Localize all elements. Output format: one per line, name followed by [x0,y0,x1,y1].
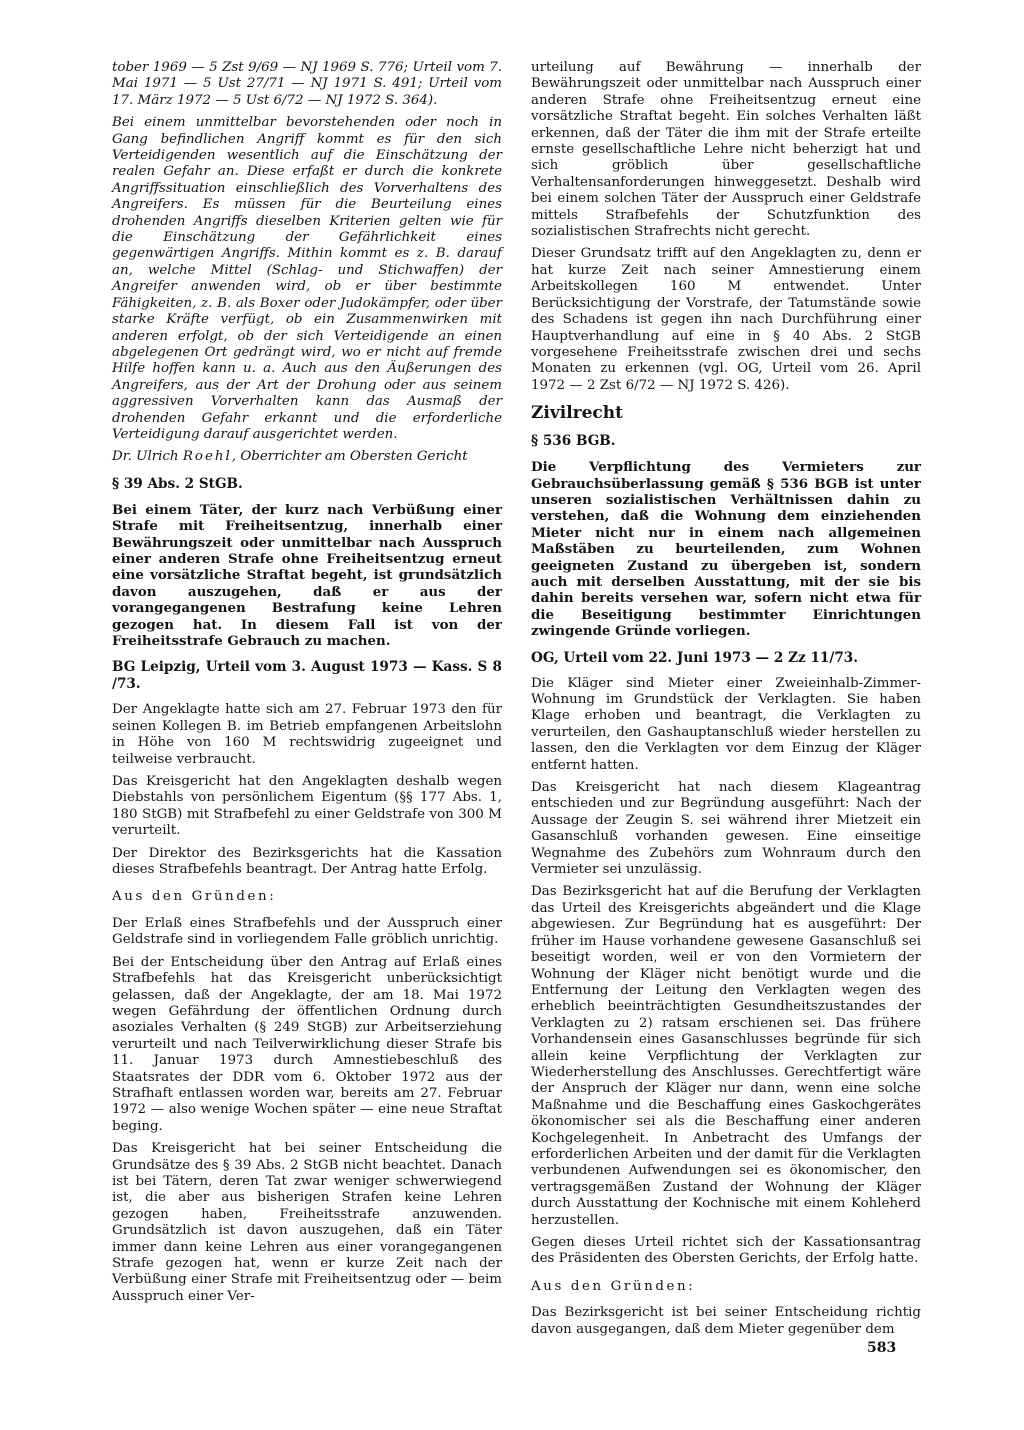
headnote: Die Verpflichtung des Vermieters zur Gebrauchsüberlassung gemäß § 536 BGB ist unter unseren sozialistischen Verhältnissen dahin zu verstehen, daß die Wohnung dem einziehenden Mieter nicht nur in einem nach allgemeinen Maßstäben zu beurteilenden, zum Wohnen geeigneten Zustand zu übergeben ist, sondern auch mit derselben Ausstattung, mit der sie bis dahin bereits versehen war, sofern nicht etwa für die Beseitigung bestimmter Einrichtungen zwingende Gründe vorliegen. [531,459,921,640]
body-paragraph: Gegen dieses Urteil richtet sich der Kassationsantrag des Präsidenten des Obersten Gerichts, der Erfolg hatte. [531,1235,921,1267]
reasons-heading: Aus den Gründen: [112,889,277,905]
decision-reference: OG, Urteil vom 22. Juni 1973 — 2 Zz 11/73. [531,649,858,666]
body-paragraph: Das Bezirksgericht ist bei seiner Entscheidung richtig davon ausgegangen, daß dem Mieter gegenüber dem [531,1305,921,1337]
decision-reference: BG Leipzig, Urteil vom 3. August 1973 — Kass. S 8 /73. [112,659,502,693]
body-paragraph: Der Direktor des Bezirksgerichts hat die Kassation dieses Strafbefehls beantragt. Der Antrag hatte Erfolg. [112,845,502,878]
citation-continuation: tober 1969 — 5 Zst 9/69 — NJ 1969 S. 776; Urteil vom 7. Mai 1971 — 5 Ust 27/71 — NJ 1971 S. 491; Urteil vom 17. März 1972 — 5 Ust 6/72 — NJ 1972 S. 364). [112,60,502,108]
annotation-author [112,449,502,465]
body-paragraph: Der Angeklagte hatte sich am 27. Februar 1973 den für seinen Kollegen B. im Betrieb empfangenen Arbeitslohn in Höhe von 160 M rechtswidrig zugeeignet und teilweise verbraucht. [112,702,502,767]
reasons-heading: Aus den Gründen: [531,1278,696,1294]
author-title: , Oberrichter am Obersten Gericht [231,449,468,465]
body-paragraph: Das Kreisgericht hat bei seiner Entscheidung die Grundsätze des § 39 Abs. 2 StGB nicht beachtet. Danach ist bei Tätern, deren Tat zwar weniger schwerwiegend ist, die aber aus bisherigen Strafen keine Lehren gezogen haben, Freiheitsstrafe anzuwenden. Grundsätzlich ist davon auszugehen, daß ein Täter immer dann keine Lehren aus einer vorangegangenen Strafe gezogen hat, wenn er kurze Zeit nach der Verbüßung einer Strafe mit Freiheitsentzug oder — beim Ausspruch einer Ver- [112,1141,502,1304]
body-paragraph: Das Kreisgericht hat den Angeklagten deshalb wegen Diebstahls von persönlichem Eigentum (§§ 177 Abs. 1, 180 StGB) mit Strafbefehl zu einer Geldstrafe von 300 M verurteilt. [112,774,502,839]
author-last: Roehl [182,449,232,465]
body-paragraph: Der Erlaß eines Strafbefehls und der Ausspruch einer Geldstrafe sind in vorliegendem Falle gröblich unrichtig. [112,915,502,948]
norm-heading: § 39 Abs. 2 StGB. [112,475,243,492]
body-paragraph: Die Kläger sind Mieter einer Zweieinhalb-Zimmer-Wohnung im Grundstück der Verklagten. Sie haben Klage erhoben und beantragt, die Verklagten zu verurteilen, den Gashauptanschluß wieder herstellen zu lassen, den die Verklagten vor dem Einzug der Kläger entfernt hatten. [531,675,921,773]
author-first: Dr. Ulrich [112,449,179,465]
right-column [531,60,921,1344]
headnote: Bei einem Täter, der kurz nach Verbüßung einer Strafe mit Freiheitsentzug, innerhalb einer Bewährungszeit oder unmittelbar nach Ausspruch einer anderen Strafe ohne Freiheitsentzug erneut eine vorsätzliche Straftat begeht, ist grundsätzlich davon auszugehen, daß er aus der vorangegangenen Bestrafung keine Lehren gezogen hat. In diesem Fall ist von der Freiheitsstrafe Gebrauch zu machen. [112,501,502,649]
left-column [112,60,502,1311]
page-number: 583 [867,1340,897,1356]
body-paragraph: Das Kreisgericht hat nach diesem Klageantrag entschieden und zur Begründung ausgeführt: Nach der Aussage der Zeugin S. sei während ihrer Mietzeit ein Gasanschluß vorhanden gewesen. Eine einseitige Wegnahme des Zubehörs zum Wohnraum durch den Vermieter sei unzulässig. [531,780,921,878]
section-title: Zivilrecht [531,403,623,424]
body-paragraph: urteilung auf Bewährung — innerhalb der Bewährungszeit oder unmittelbar nach Ausspruch einer anderen Strafe ohne Freiheitsentzug erneut eine vorsätzliche Straftat begeht. Ein solches Verhalten läßt erkennen, daß der Täter die ihm mit der Strafe erteilte ernste gesellschaftliche Lehre nicht beherzigt hat und sich gröblich über gesellschaftliche Verhaltensanforderungen hinweggesetzt. Deshalb wird bei einem solchen Täter der Ausspruch einer Geldstrafe mittels Strafbefehls der Schutzfunktion des sozialistischen Strafrechts nicht gerecht. [531,60,921,240]
norm-heading: § 536 BGB. [531,433,616,450]
body-paragraph: Bei der Entscheidung über den Antrag auf Erlaß eines Strafbefehls hat das Kreisgericht unberücksichtigt gelassen, daß der Angeklagte, der am 18. Mai 1972 wegen Gefährdung der öffentlichen Ordnung durch asoziales Verhalten (§ 249 StGB) zur Arbeitserziehung verurteilt und nach Teilverwirklichung dieser Strafe bis 11. Januar 1973 durch Amnestiebeschluß des Staatsrates der DDR vom 6. Oktober 1972 aus der Strafhaft entlassen worden war, bereits am 27. Februar 1972 — also wenige Wochen später — eine neue Straftat beging. [112,954,502,1134]
body-paragraph: Das Bezirksgericht hat auf die Berufung der Verklagten das Urteil des Kreisgerichts abgeändert und die Klage abgewiesen. Zur Begründung hat es ausgeführt: Der früher im Hause vorhandene gewesene Gasanschluß sei beseitigt worden, weil er von den Vormietern der Wohnung der Kläger nicht benötigt wurde und die Entfernung der Leitung den Verklagten wegen des erheblich beeinträchtigten Gesundheitszustandes der Verklagten zu 2) ratsam erschienen sei. Das frühere Vorhandensein eines Gasanschlusses begründe für sich allein keine Verpflichtung der Verklagten zur Wiederherstellung des Anschlusses. Gerechtfertigt wäre der Anspruch der Kläger nur dann, wenn eine solche Maßnahme und die Beschaffung eines Gaskochgerätes ökonomischer sei als die Beschaffung einer anderen Kochgelegenheit. In Anbetracht des Umfangs der erforderlichen Arbeiten und der damit für die Verklagten verbundenen Aufwendungen sei es ökonomischer, den vertragsgemäßen Zustand der Wohnung der Kläger durch Ausstattung der Kochnische mit einem Kohleherd herzustellen. [531,884,921,1228]
body-paragraph: Dieser Grundsatz trifft auf den Angeklagten zu, denn er hat kurze Zeit nach seiner Amnestierung einem Arbeitskollegen 160 M entwendet. Unter Berücksichtigung der Vorstrafe, der Tatumstände sowie des Schadens ist gegen ihn nach Durchführung einer Hauptverhandlung auf eine in § 40 Abs. 2 StGB vorgesehene Freiheitsstrafe zwischen drei und sechs Monaten zu erkennen (vgl. OG, Urteil vom 26. April 1972 — 2 Zst 6/72 — NJ 1972 S. 426). [531,246,921,393]
annotation-paragraph: Bei einem unmittelbar bevorstehenden oder noch in Gang befindlichen Angriff kommt es für den sich Verteidigenden wesentlich auf die Einschätzung der realen Gefahr an. Diese erfaßt er durch die konkrete Angriffssituation einschließlich des Vorverhaltens des Angreifers. Es müssen für die Beurteilung eines drohenden Angriffs dieselben Kriterien gelten wie für die Einschätzung der Gefährlichkeit eines gegenwärtigen Angriffs. Mithin kommt es z. B. darauf an, welche Mittel (Schlag- und Stichwaffen) der Angreifer anwenden wird, ob er über bestimmte Fähigkeiten, z. B. als Boxer oder Judokämpfer, oder über starke Kräfte verfügt, ob ein Zusammenwirken mit anderen erfolgt, ob der sich Verteidigende an einen abgelegenen Ort gedrängt wird, wo er nicht auf fremde Hilfe hoffen kann u. a. Auch aus den Äußerungen des Angreifers, aus der Art der Drohung oder aus seinem aggressiven Vorverhalten kann das Ausmaß der drohenden Gefahr erkannt und die erforderliche Verteidigung darauf ausgerichtet werden. [112,115,502,442]
